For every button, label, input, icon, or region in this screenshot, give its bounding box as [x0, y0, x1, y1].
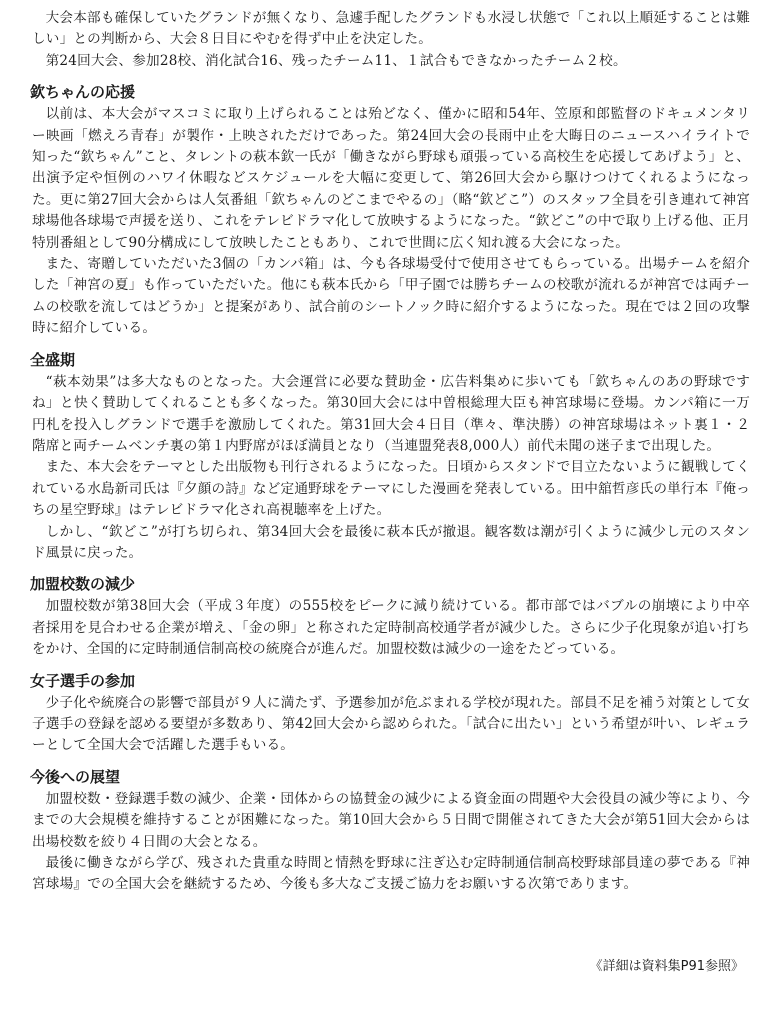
section-heading: 今後への展望 — [30, 767, 121, 786]
section-female-players — [32, 671, 750, 757]
section-heading: 加盟校数の減少 — [30, 575, 136, 594]
section-heyday — [32, 350, 750, 565]
section-paragraph: また、寄贈していただいた3個の「カンパ箱」は、今も各球場受付で使用させてもらっている。出場チームを紹介した「神宮の夏」も作っていただいた。他にも萩本氏から「甲子園では勝ちチームの校歌が流れるが神宮では両チームの校歌を流してはどうか」と提案があり、試合前のシートノック時に紹介するようになった。現在では２回の攻撃時に紹介している。 — [32, 256, 750, 337]
section-paragraph: 加盟校数が第38回大会（平成３年度）の555校をピークに減り続けている。都市部ではバブルの崩壊により中卒者採用を見合わせる企業が増え、「金の卵」と称された定時制高校通学者が減少した。さらに少子化現象が追い打ちをかけ、全国的に定時制通信制高校の統廃合が進んだ。加盟校数は減少の一途をたどっている。 — [32, 598, 750, 658]
intro-block — [32, 8, 750, 72]
section-heading: 全盛期 — [30, 350, 76, 369]
section-paragraph: 加盟校数・登録選手数の減少、企業・団体からの協賛金の減少による資金面の問題や大会役員の減少等により、今までの大会規模を維持することが困難になった。第10回大会から５日間で開催されてきた大会が第51回大会からは出場校数を絞り４日間の大会となる。 — [32, 790, 750, 850]
section-paragraph: しかし、“欽どこ”が打ち切られ、第34回大会を最後に萩本氏が撤退。観客数は潮が引くように減少し元のスタンド風景に戻った。 — [32, 523, 750, 561]
section-paragraph: “萩本効果”は多大なものとなった。大会運営に必要な賛助金・広告料集めに歩いても「欽ちゃんのあの野球ですね」と快く賛助してくれることも多くなった。第30回大会には中曽根総理大臣も神宮球場に登場。カンパ箱に一万円札を投入しグランドで選手を激励してくれた。第31回大会４日目（準々、準決勝）の神宮球場はネット裏１・２階席と両チームベンチ裏の第１内野席がほぼ満員となり（当連盟発表8,000人）前代未聞の迷子まで出現した。 — [32, 373, 750, 454]
section-paragraph: また、本大会をテーマとした出版物も刊行されるようになった。日頃からスタンドで目立たないように観戦してくれている水島新司氏は『夕顔の詩』など定通野球をテーマにした漫画を発表している。田中舘哲彦氏の単行本『俺っちの星空野球』はテレビドラマ化され高視聴率を上げた。 — [32, 459, 750, 519]
intro-paragraph: 第24回大会、参加28校、消化試合16、残ったチーム11、１試合もできなかったチーム２校。 — [45, 52, 627, 69]
intro-paragraph: 大会本部も確保していたグランドが無くなり、急遽手配したグランドも水浸し状態で「これ以上順延することは難しい」との判断から、大会８日目にやむを得ず中止を決定した。 — [32, 10, 750, 48]
reference-note: 《詳細は資料集P91参照》 — [589, 959, 744, 974]
section-heading: 女子選手の参加 — [30, 671, 136, 690]
section-heading: 欽ちゃんの応援 — [30, 83, 136, 102]
section-kinchan-support — [32, 82, 750, 339]
section-paragraph: 少子化や統廃合の影響で部員が９人に満たず、予選参加が危ぶまれる学校が現れた。部員不足を補う対策として女子選手の登録を認める要望が多数あり、第42回大会から認められた。「試合に出たい」という希望が叶い、レギュラーとして全国大会で活躍した選手もいる。 — [32, 694, 750, 754]
section-member-decline — [32, 574, 750, 660]
section-paragraph: 最後に働きながら学び、残された貴重な時間と情熱を野球に注ぎ込む定時制通信制高校野球部員達の夢である『神宮球場』での全国大会を継続するため、今後も多大なご支援ご協力をお願いする次第であります。 — [32, 855, 750, 893]
section-future-outlook — [32, 767, 750, 896]
section-paragraph: 以前は、本大会がマスコミに取り上げられることは殆どなく、僅かに昭和54年、笠原和郎監督のドキュメンタリー映画「燃えろ青春」が製作・上映されただけであった。第24回大会の長雨中止を大晦日のニュースハイライトで知った“欽ちゃん”こと、タレントの萩本欽一氏が「働きながら野球も頑張っている高校生を応援してあげよう」と、出演予定や恒例のハワイ休暇などスケジュールを大幅に変更して、第26回大会から駆けつけてくれるようになった。更に第27回大会からは人気番組「欽ちゃんのどこまでやるの」（略“欽どこ”）のスタッフ全員を引き連れて神宮球場他各球場で声援を送り、これをテレビドラマ化して放映するようになった。“欽どこ”の中で取り上げる他、正月特別番組として90分構成にして放映したこともあり、これで世間に広く知れ渡る大会になった。 — [32, 106, 750, 251]
